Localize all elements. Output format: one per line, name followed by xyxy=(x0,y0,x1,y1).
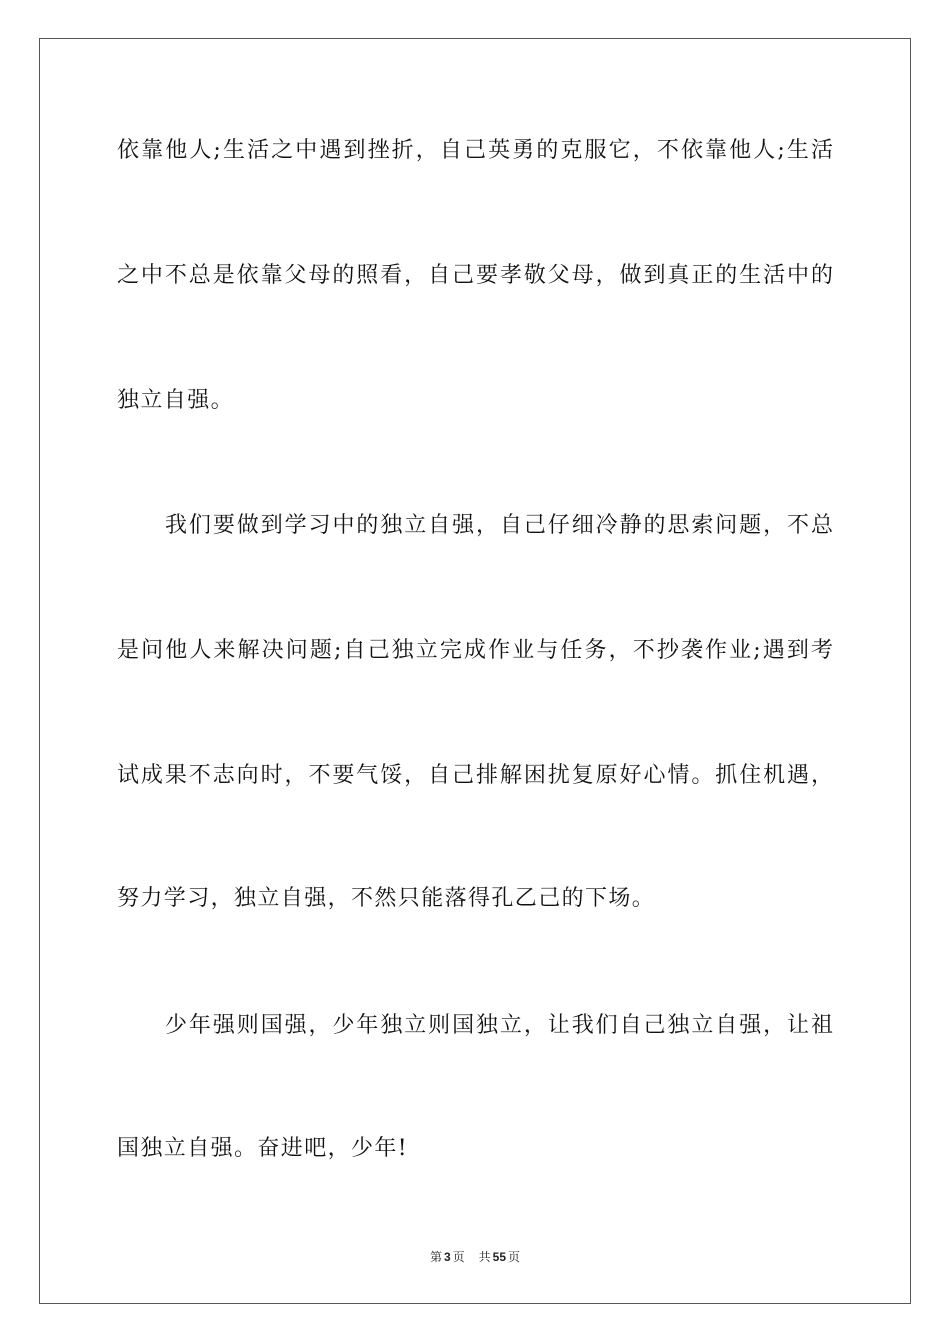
body-line-2: 之中不总是依靠父母的照看，自己要孝敬父母，做到真正的生活中的 xyxy=(117,263,833,288)
body-line-4: 我们要做到学习中的独立自强，自己仔细冷静的思索问题，不总 xyxy=(165,513,833,538)
body-line-8: 少年强则国强，少年独立则国独立，让我们自己独立自强，让祖 xyxy=(165,1013,833,1038)
total-suffix: 页 xyxy=(508,1250,521,1264)
page-suffix: 页 xyxy=(452,1250,465,1264)
page-prefix: 第 xyxy=(429,1250,442,1264)
body-line-3: 独立自强。 xyxy=(117,388,235,413)
current-page-number: 3 xyxy=(443,1250,451,1264)
total-prefix: 共 xyxy=(478,1250,491,1264)
page-border xyxy=(39,38,911,1304)
total-page-count: 55 xyxy=(492,1250,507,1264)
body-line-7: 努力学习，独立自强，不然只能落得孔乙己的下场。 xyxy=(117,886,656,911)
page-footer xyxy=(0,1249,950,1265)
body-line-1: 依靠他人;生活之中遇到挫折，自己英勇的克服它，不依靠他人;生活 xyxy=(117,138,833,163)
body-line-9: 国独立自强。奋进吧，少年! xyxy=(117,1136,409,1161)
body-line-5: 是问他人来解决问题;自己独立完成作业与任务，不抄袭作业;遇到考 xyxy=(117,638,833,663)
body-line-6: 试成果不志向时，不要气馁，自己排解困扰复原好心情。抓住机遇， xyxy=(117,763,833,788)
